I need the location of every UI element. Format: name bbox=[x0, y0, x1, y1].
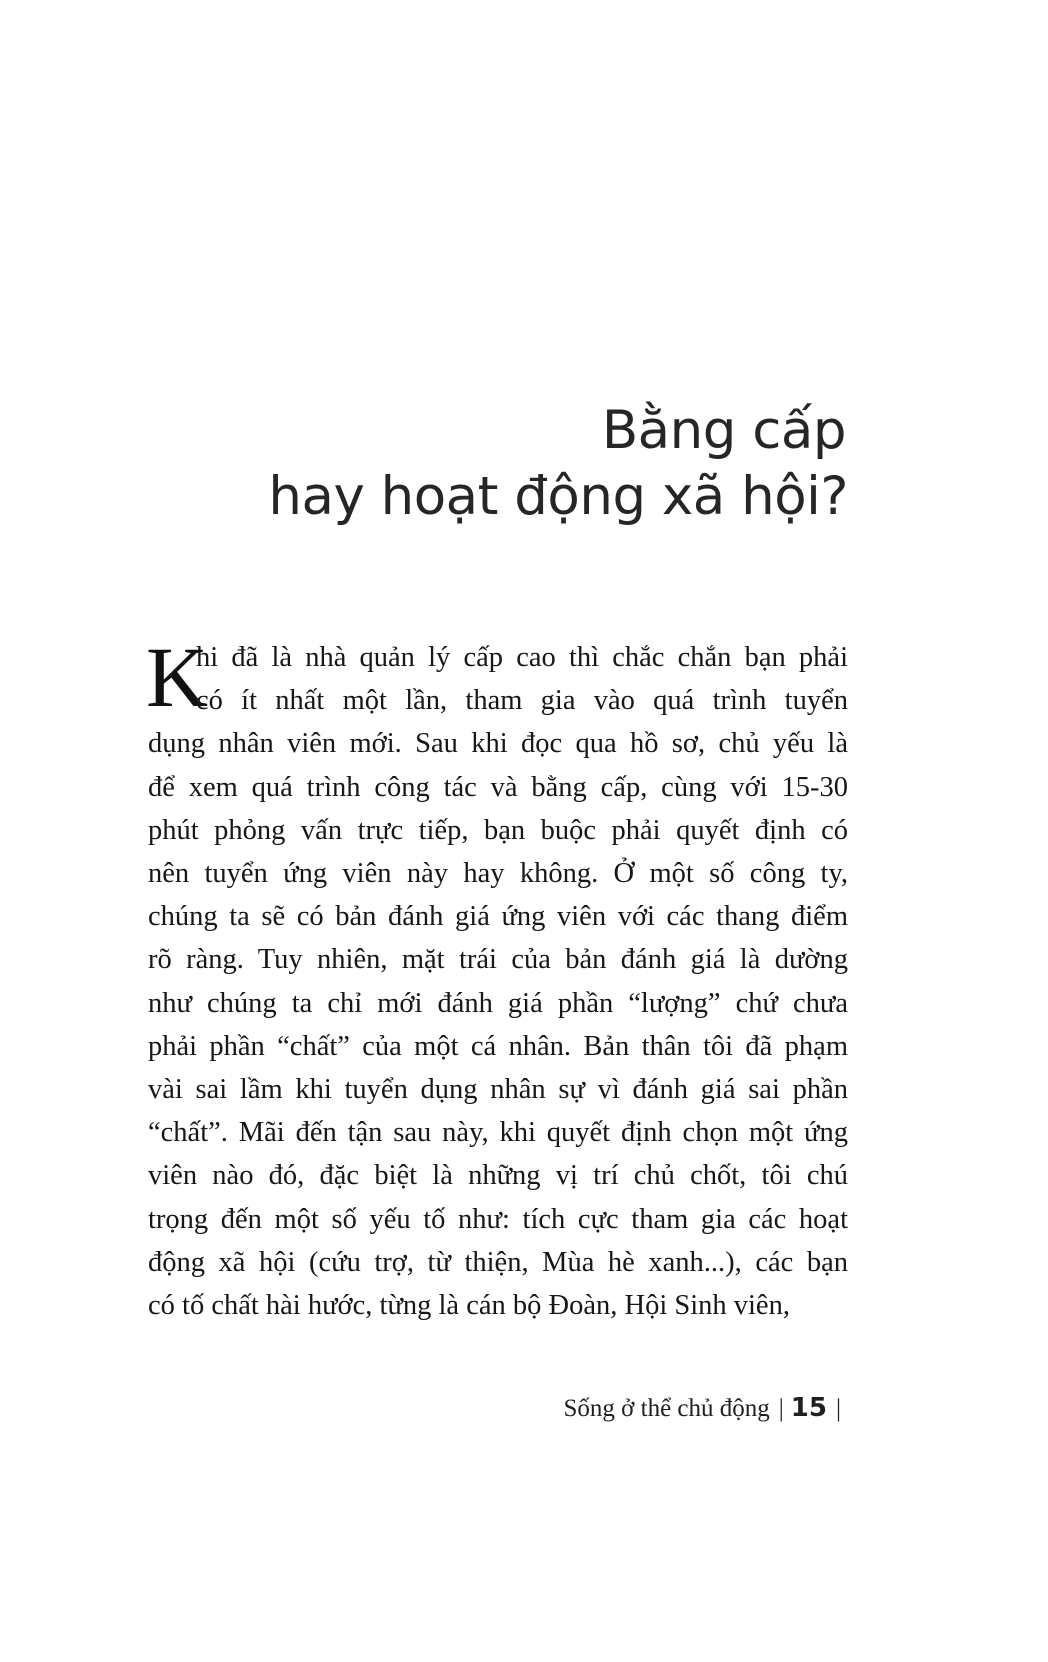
chapter-title-line-1: Bằng cấp bbox=[601, 400, 846, 461]
chapter-title bbox=[148, 398, 848, 530]
body-line: phải phần “chất” của một cá nhân. Bản thân tôi đã phạm bbox=[148, 1030, 848, 1062]
body-line: hi đã là nhà quản lý cấp cao thì chắc chắn bạn phải bbox=[196, 642, 848, 673]
body-line: chúng ta sẽ có bản đánh giá ứng viên với các thang điểm bbox=[148, 901, 848, 933]
body-line: có tố chất hài hước, từng là cán bộ Đoàn, Hội Sinh viên, bbox=[148, 1290, 790, 1322]
chapter-title-line-2: hay hoạt động xã hội? bbox=[268, 466, 848, 527]
body-line: vài sai lầm khi tuyển dụng nhân sự vì đánh giá sai phần bbox=[148, 1074, 848, 1106]
page-number: 15 bbox=[790, 1393, 827, 1423]
footer-book-title: Sống ở thể chủ động bbox=[563, 1395, 770, 1422]
body-paragraph bbox=[146, 629, 848, 1327]
body-line: nên tuyển ứng viên này hay không. Ở một số công ty, bbox=[148, 858, 848, 890]
body-line: động xã hội (cứu trợ, từ thiện, Mùa hè xanh...), các bạn bbox=[148, 1246, 848, 1278]
body-line: dụng nhân viên mới. Sau khi đọc qua hồ sơ, chủ yếu là bbox=[148, 728, 848, 760]
footer-separator-right: | bbox=[835, 1395, 841, 1422]
body-line: như chúng ta chỉ mới đánh giá phần “lượng” chứ chưa bbox=[148, 987, 848, 1019]
body-line: phút phỏng vấn trực tiếp, bạn buộc phải quyết định có bbox=[148, 814, 848, 846]
body-line: để xem quá trình công tác và bằng cấp, cùng với 15-30 bbox=[148, 771, 848, 803]
body-line: có ít nhất một lần, tham gia vào quá trình tuyển bbox=[196, 685, 848, 717]
body-line: viên nào đó, đặc biệt là những vị trí chủ chốt, tôi chú bbox=[148, 1160, 848, 1192]
footer-separator-left: | bbox=[778, 1395, 784, 1422]
drop-cap: K bbox=[146, 629, 209, 725]
body-line: trọng đến một số yếu tố như: tích cực tham gia các hoạt bbox=[148, 1203, 848, 1235]
body-line: “chất”. Mãi đến tận sau này, khi quyết định chọn một ứng bbox=[148, 1117, 848, 1149]
body-line: rõ ràng. Tuy nhiên, mặt trái của bản đánh giá là dường bbox=[148, 944, 848, 976]
page-footer bbox=[148, 1392, 848, 1425]
